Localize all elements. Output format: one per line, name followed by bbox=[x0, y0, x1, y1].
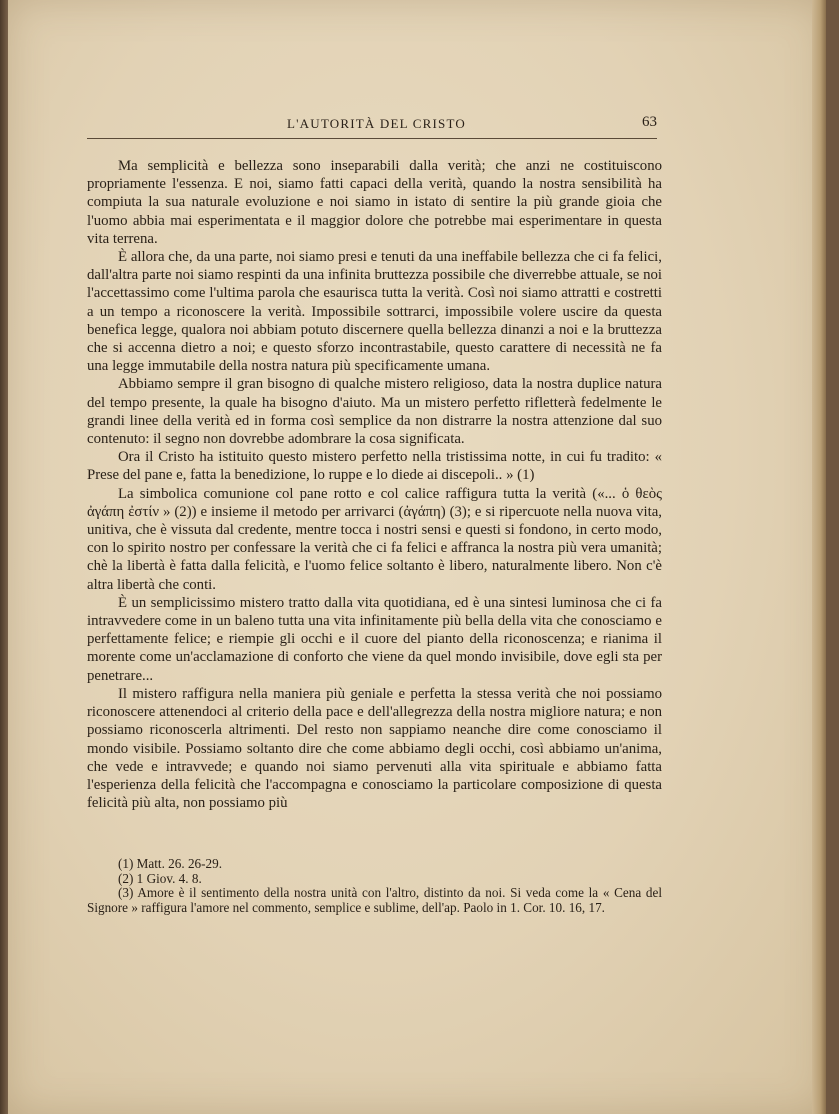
page-number: 63 bbox=[642, 114, 657, 130]
paragraph: Ora il Cristo ha istituito questo mistero perfetto nella tristissima notte, in cui fu tradito: « Prese del pane e, fatta la benedizione, lo ruppe e lo diede ai discepoli.. » (1) bbox=[87, 449, 662, 484]
header-rule bbox=[87, 138, 657, 139]
paragraph: Il mistero raffigura nella maniera più geniale e perfetta la stessa verità che noi possiamo riconoscere attenendoci al criterio della pace e dell'allegrezza della nostra migliore natura; e non possiamo riconoscerla altrimenti. Del resto non sappiamo neanche dire come conosciamo il mondo visibile. Possiamo soltanto dire che come abbiamo degli occhi, così abbiamo un'anima, che vede e intravvede; e quando noi siamo pervenuti alla vita spirituale e abbiamo fatta l'esperienza della felicità che l'accompagna e conosciamo la particolare composizione di questa felicità più alta, non possiamo più bbox=[87, 685, 662, 812]
paragraph: È un semplicissimo mistero tratto dalla vita quotidiana, ed è una sintesi luminosa che ci fa intravvedere come in un baleno tutta una vita infinitamente più bella della vita che conosciamo e perfettamente felice; e riempie gli occhi e il cuore del pianto della riconoscenza; e rianima il morente come un'acclamazione di conforto che viene da quel mondo invisibile, dove egli sta per penetrare... bbox=[87, 594, 662, 684]
paragraph: È allora che, da una parte, noi siamo presi e tenuti da una ineffabile bellezza che ci fa felici, dall'altra parte noi siamo respinti da una infinita bruttezza possibile che diverrebbe attuale, se noi l'accettassimo come l'ultima parola che esaurisca tutta la verità. Così noi siamo attratti e costretti a un tempo a riconoscere la verità. Impossibile sottrarci, impossibile volere uscire da questa benefica legge, qualora noi abbiam potuto discernere quella bellezza dinanzi a noi e la bruttezza che si accenna dietro a noi; e questo sforzo incontrastabile, questo carattere di necessità ne fa una legge immutabile della nostra natura più specificamente umana. bbox=[87, 249, 662, 375]
page-edge bbox=[812, 0, 826, 1114]
paragraph: Ma semplicità e bellezza sono inseparabili dalla verità; che anzi ne costituiscono propriamente l'essenza. E noi, siamo fatti capaci della verità, quando la nostra sensibilità ha compiuta la sua naturale evoluzione e noi siamo in istato di sentire la più grande gioia che l'uomo abbia mai esperimentata e il maggior dolore che potrebbe mai esperimentare in questa vita terrena. bbox=[87, 158, 662, 247]
footnote: (1) Matt. 26. 26-29. bbox=[118, 856, 223, 871]
body-text bbox=[87, 157, 662, 812]
footnotes bbox=[87, 857, 662, 915]
footnote: (2) 1 Giov. 4. 8. bbox=[118, 870, 202, 886]
running-title: L'AUTORITÀ DEL CRISTO bbox=[287, 116, 466, 131]
footnote: (3) Amore è il sentimento della nostra unità con l'altro, distinto da noi. Si veda come la « Cena del Signore » raffigura l'amore nel commento, semplice e sublime, dell'ap. Paolo in 1. Cor. 10. 16, 17. bbox=[87, 885, 662, 915]
paragraph: Abbiamo sempre il gran bisogno di qualche mistero religioso, data la nostra duplice natura del tempo presente, la quale ha bisogno d'aiuto. Ma un mistero perfetto rifletterà fedelmente le grandi linee della verità ed in forma così semplice da non distrarre la nostra attenzione dal suo contenuto: il segno non dovrebbe adombrare la cosa significata. bbox=[87, 376, 662, 448]
paragraph: La simbolica comunione col pane rotto e col calice raffigura tutta la verità («... ὁ θεὸς ἀγάπη ἐστίν » (2)) e insieme il metodo per arrivarci (ἀγάπη) (3); e si ripercuote nella nuova vita, unitiva, che è vissuta dal credente, mentre tocca i nostri sensi e questi si fondono, in certo modo, con lo spirito nostro per confessare la verità che ci fa felici e affranca la nostra più vera umanità; chè la libertà è fatta dalla felicità, e l'uomo felice soltanto è libero, naturalmente libero. Non c'è altra libertà che conti. bbox=[87, 485, 662, 593]
running-header bbox=[87, 116, 657, 140]
book-gutter-shadow bbox=[0, 0, 8, 1114]
